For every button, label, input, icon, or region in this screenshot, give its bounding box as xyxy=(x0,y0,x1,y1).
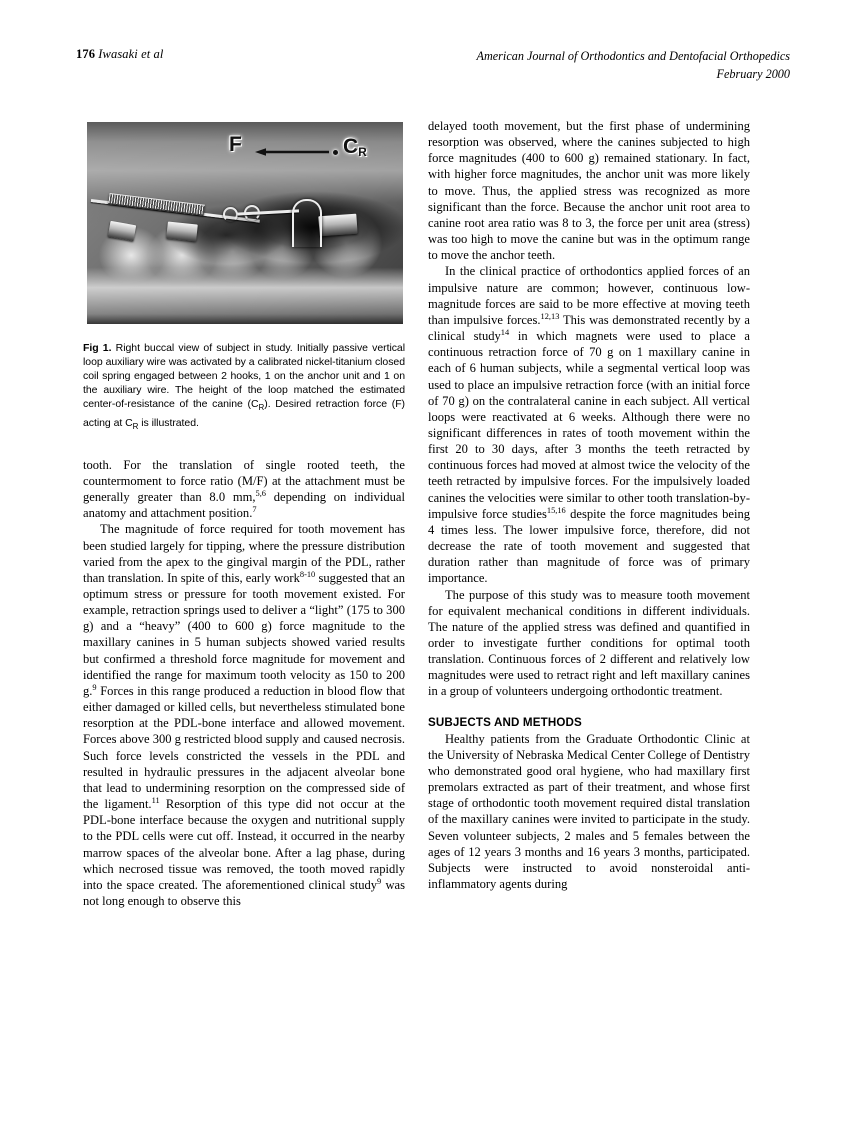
archwire-graphic xyxy=(91,199,260,223)
cr-letter: C xyxy=(343,135,359,158)
reference-superscript: 15,16 xyxy=(546,505,566,515)
vertical-loop-graphic xyxy=(292,199,322,247)
paragraph: The magnitude of force required for tooth movement has been studied largely for tipping, where the pressure distribution varied from the apex to the gingival margin of the PDL, rather than translation. In spite of this, early work$^{8-10}$ suggested that an optimum stress or pressure for tooth movement existed. For example, retraction springs used to deliver a “light” (175 to 300 g) and a “heavy” (400 to 600 g) force magnitude to the maxillary canines in 5 human subjects showed varied results but confirmed a threshold force magnitude for movement and identified the range for maximum tooth velocity as 150 to 200 g.$^9$ Forces in this range produced a reduction in blood flow that either damaged or killed cells, but nevertheless stimulated bone resorption at the PDL-bone interface and allowed movement. Forces above 300 g restricted blood supply and caused necrosis. Such force levels constricted the vessels in the PDL and resulted in hydraulic pressures in the adjacent alveolar bone that lead to undermining resorption on the compressed side of the ligament.$^{11}$ Resorption of this type did not occur at the PDL-bone interface because the oxygen and nutritional supply to the PDL cells were cut off. Instead, it occurred in the nearby marrow spaces of the alveolar bone. After a lag phase, during which necrosed tissue was removed, the tooth moved rapidly into the space created. The aforementioned clinical study$^9$ was not long enough to observe this xyxy=(83,522,405,908)
figure-caption-part3: is illustrated. xyxy=(138,416,199,429)
center-of-resistance-label xyxy=(343,136,367,157)
journal-title: American Journal of Orthodontics and Dentofacial Orthopedics xyxy=(476,49,790,63)
issue-date: February 2000 xyxy=(716,67,790,81)
reference-superscript: 12,13 xyxy=(540,311,560,321)
running-head-right xyxy=(477,47,790,83)
hook-graphic-1 xyxy=(223,207,238,222)
reference-superscript: 14 xyxy=(500,327,510,337)
left-column-body xyxy=(83,457,405,909)
center-of-resistance-dot xyxy=(333,150,338,155)
paragraph: delayed tooth movement, but the first phase of undermining resorption was observed, where the canines subjected to high force magnitudes (400 to 600 g) remained stationary. In fact, with higher force magnitudes, the anchor unit was more likely to move. Thus, the applied stress was recognized as more significant than the force. Because the anchor unit root area to canine root area ratio was 8 to 3, the force per unit area (stress) was too high to move the canine but was in the optimum range to move the anchor teeth. xyxy=(428,119,750,263)
reference-superscript: 7 xyxy=(252,505,257,515)
bracket-graphic-2 xyxy=(166,221,198,241)
paragraph: In the clinical practice of orthodontics applied forces of an impulsive nature are common; however, continuous low-magnitude forces are said to be more effective at moving teeth than impulsive forces.$^{12,13}$ This was demonstrated recently by a clinical study$^{14}$ in which magnets were used to place a continuous retraction force of 70 g on 1 maxillary canine in each of 6 human subjects, while a segmental vertical loop was used to place an impulsive retraction force (with an initial force of 70 g) on the contralateral canine in each subject. All vertical loops were reactivated at 6 weeks. Although there were no significant differences in rates of tooth movement within the first 20 to 30 days, after 3 months the teeth retracted by continuous forces had moved at almost twice the velocity of the teeth retracted by impulsive forces. For the impulsively loaded canines the velocities were similar to other tooth translation-by-impulsive force studies$^{15,16}$ despite the force magnitudes being 4 times less. The lower impulsive force, therefore, did not decrease the rate of tooth movement and suggested that duration rather than magnitude of force was of primary importance. xyxy=(428,264,751,586)
force-label-F: F xyxy=(229,133,242,156)
running-head xyxy=(76,47,790,93)
force-arrow-icon xyxy=(253,148,331,156)
coil-spring-graphic xyxy=(108,193,205,216)
reference-superscript: 9 xyxy=(92,682,97,692)
reference-superscript: 5,6 xyxy=(255,488,266,498)
right-column xyxy=(428,118,750,892)
figure-caption-part2: ). Desired retraction force (F) acting at C xyxy=(83,398,406,429)
figure-1-photograph xyxy=(87,122,403,324)
right-column-body xyxy=(428,118,750,700)
hook-graphic-2 xyxy=(244,205,260,221)
bracket-graphic-3 xyxy=(318,214,357,237)
reference-superscript: 9 xyxy=(377,876,382,886)
reference-superscript: 11 xyxy=(151,795,160,805)
left-column xyxy=(83,118,405,909)
paragraph: The purpose of this study was to measure tooth movement for equivalent mechanical conditions in different individuals. The nature of the applied stress was defined and quantified in order to investigate further conditions for optimal tooth translation. Continuous forces of 2 different and relatively low magnitudes were used to retract right and left maxillary canines in a group of volunteers undergoing orthodontic treatment. xyxy=(428,587,750,699)
running-head-left xyxy=(76,47,163,62)
auxiliary-wire-graphic xyxy=(237,209,299,215)
cr-subscript: R xyxy=(358,145,367,159)
paragraph: Healthy patients from the Graduate Orthodontic Clinic at the University of Nebraska Medical Center College of Dentistry who demonstrated good oral hygiene, who had maxillary first premolars extracted as part of their treatment, and whose first stage of orthodontic tooth movement required distal translation of the maxillary canines were invited to participate in the study. Seven volunteer subjects, 2 males and 5 females between the ages of 12 years 3 months and 16 years 3 months, participated. Subjects were instructed to avoid nonsteroidal anti-inflammatory agents during xyxy=(428,731,750,892)
reference-superscript: 8-10 xyxy=(299,569,316,579)
figure-caption-part1: Right buccal view of subject in study. Initially passive vertical loop auxiliary wire was activated by a calibrated nickel-titanium closed coil spring engaged between 2 hooks, 1 on the anchor unit and 1 on the auxiliary wire. The height of the loop matched the estimated center-of-resistance of the canine (C xyxy=(83,342,405,411)
right-column-body-after-heading xyxy=(428,731,750,893)
page-folio: 176 xyxy=(76,47,96,61)
paragraph: tooth. For the translation of single rooted teeth, the countermoment to force ratio (M/F) at the attachment must be generally greater than 8.0 mm,$^{5,6}$ depending on individual anatomy and attachment position.$^7$ xyxy=(83,457,405,521)
running-head-authors: Iwasaki et al xyxy=(98,47,164,61)
section-heading-subjects-and-methods: SUBJECTS AND METHODS xyxy=(428,715,582,729)
figure-caption-sub2: R xyxy=(132,421,139,431)
figure-1-caption xyxy=(83,341,405,434)
figure-caption-label: Fig 1. xyxy=(83,342,112,354)
figure-1 xyxy=(83,122,405,434)
bracket-graphic-1 xyxy=(108,221,136,241)
figure-caption-sub1: R xyxy=(258,403,265,413)
